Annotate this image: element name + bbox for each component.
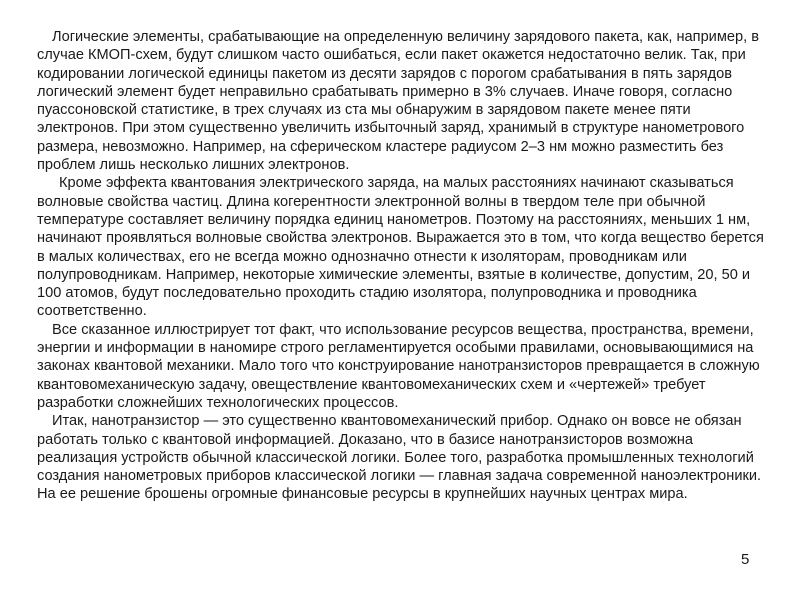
paragraph-wave-properties: Кроме эффекта квантования электрического заряда, на малых расстояниях начинают сказываться волновые свойства частиц. Длина когерентности электронной волны в твердом теле при обычной температуре составляет величину порядка единиц нанометров. Поэтому на расстояниях, меньших 1 нм, начинают проявляться волновые свойства электронов. Выражается это в том, что когда вещество берется в малых количествах, его не всегда можно однозначно отнести к изоляторам, проводникам или полупроводникам. Например, некоторые химические элементы, взятые в количестве, допустим, 20, 50 и 100 атомов, будут последовательно проходить стадию изолятора, полупроводника и проводника соответственно. xyxy=(37,175,764,320)
paragraph-quantum-rules: Все сказанное иллюстрирует тот факт, что использование ресурсов вещества, пространства, времени, энергии и информации в наномире строго регламентируется особыми правилами, основывающимися на законах квантовой механики. Мало того что конструирование нанотранзисторов превращается в сложную квантовомеханическую задачу, овеществление квантовомеханических схем и «чертежей» требует разработки сложнейших технологических процессов. xyxy=(37,321,760,411)
page-number: 5 xyxy=(741,551,750,568)
paragraph-nanotransistor-conclusion: Итак, нанотранзистор — это существенно квантовомеханический прибор. Однако он вовсе не обязан работать только с квантовой информацией. Доказано, что в базисе нанотранзисторов возможна реализация устройств обычной классической логики. Более того, разработка промышленных технологий создания нанометровых приборов классической логики — главная задача современной наноэлектроники. На ее решение брошены огромные финансовые ресурсы в крупнейших научных центрах мира. xyxy=(37,413,762,503)
paragraph-charge-packets: Логические элементы, срабатывающие на определенную величину зарядового пакета, как, например, в случае КМОП-схем, будут слишком часто ошибаться, если пакет окажется недостаточно велик. Так, при кодировании логической единицы пакетом из десяти зарядов с порогом срабатывания в пять зарядов логический элемент будет неправильно срабатывать примерно в 3% случаев. Иначе говоря, согласно пуассоновской статистике, в трех случаях из ста мы обнаружим в зарядовом пакете менее пяти электронов. При этом существенно увеличить избыточный заряд, хранимый в структуре нанометрового размера, невозможно. Например, на сферическом кластере радиусом 2–3 нм можно разместить без проблем лишь несколько лишних электронов. xyxy=(37,29,759,174)
slide-text-body xyxy=(37,28,767,504)
